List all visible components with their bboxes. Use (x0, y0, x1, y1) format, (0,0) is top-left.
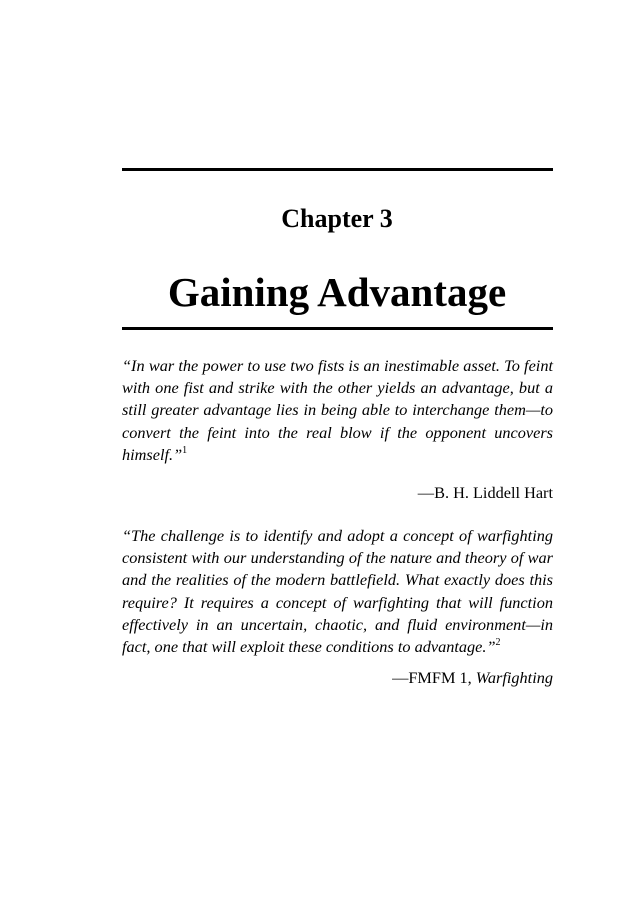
epigraph-liddell-hart (122, 355, 553, 466)
chapter-title: Gaining Advantage (167, 269, 507, 315)
top-rule (122, 168, 553, 171)
footnote-marker: 2 (495, 637, 501, 649)
bottom-rule (122, 327, 553, 330)
attribution-source: —FMFM 1, (392, 668, 476, 687)
attribution-work-title: Warfighting (475, 668, 553, 687)
epigraph-text: “In war the power to use two fists is an inestimable asset. To feint with one fist and strike with the other yields an advantage, but a still greater advantage lies in being able to interchange them—to convert the feint into the real blow if the opponent uncovers himself.” (122, 356, 553, 464)
chapter-number: Chapter 3 (281, 204, 393, 233)
attribution-fmfm (392, 667, 553, 689)
epigraph-fmfm (122, 525, 553, 658)
attribution-liddell-hart: —B. H. Liddell Hart (417, 483, 553, 502)
footnote-marker: 1 (182, 444, 188, 456)
epigraph-text: “The challenge is to identify and adopt a concept of warfighting consistent with our understanding of the nature and theory of war and the realities of the modern battlefield. What exactly does this require? It requires a concept of warfighting that will function effectively in an uncertain, chaotic, and fluid environment—in fact, one that will exploit these conditions to advantage.” (122, 526, 553, 657)
